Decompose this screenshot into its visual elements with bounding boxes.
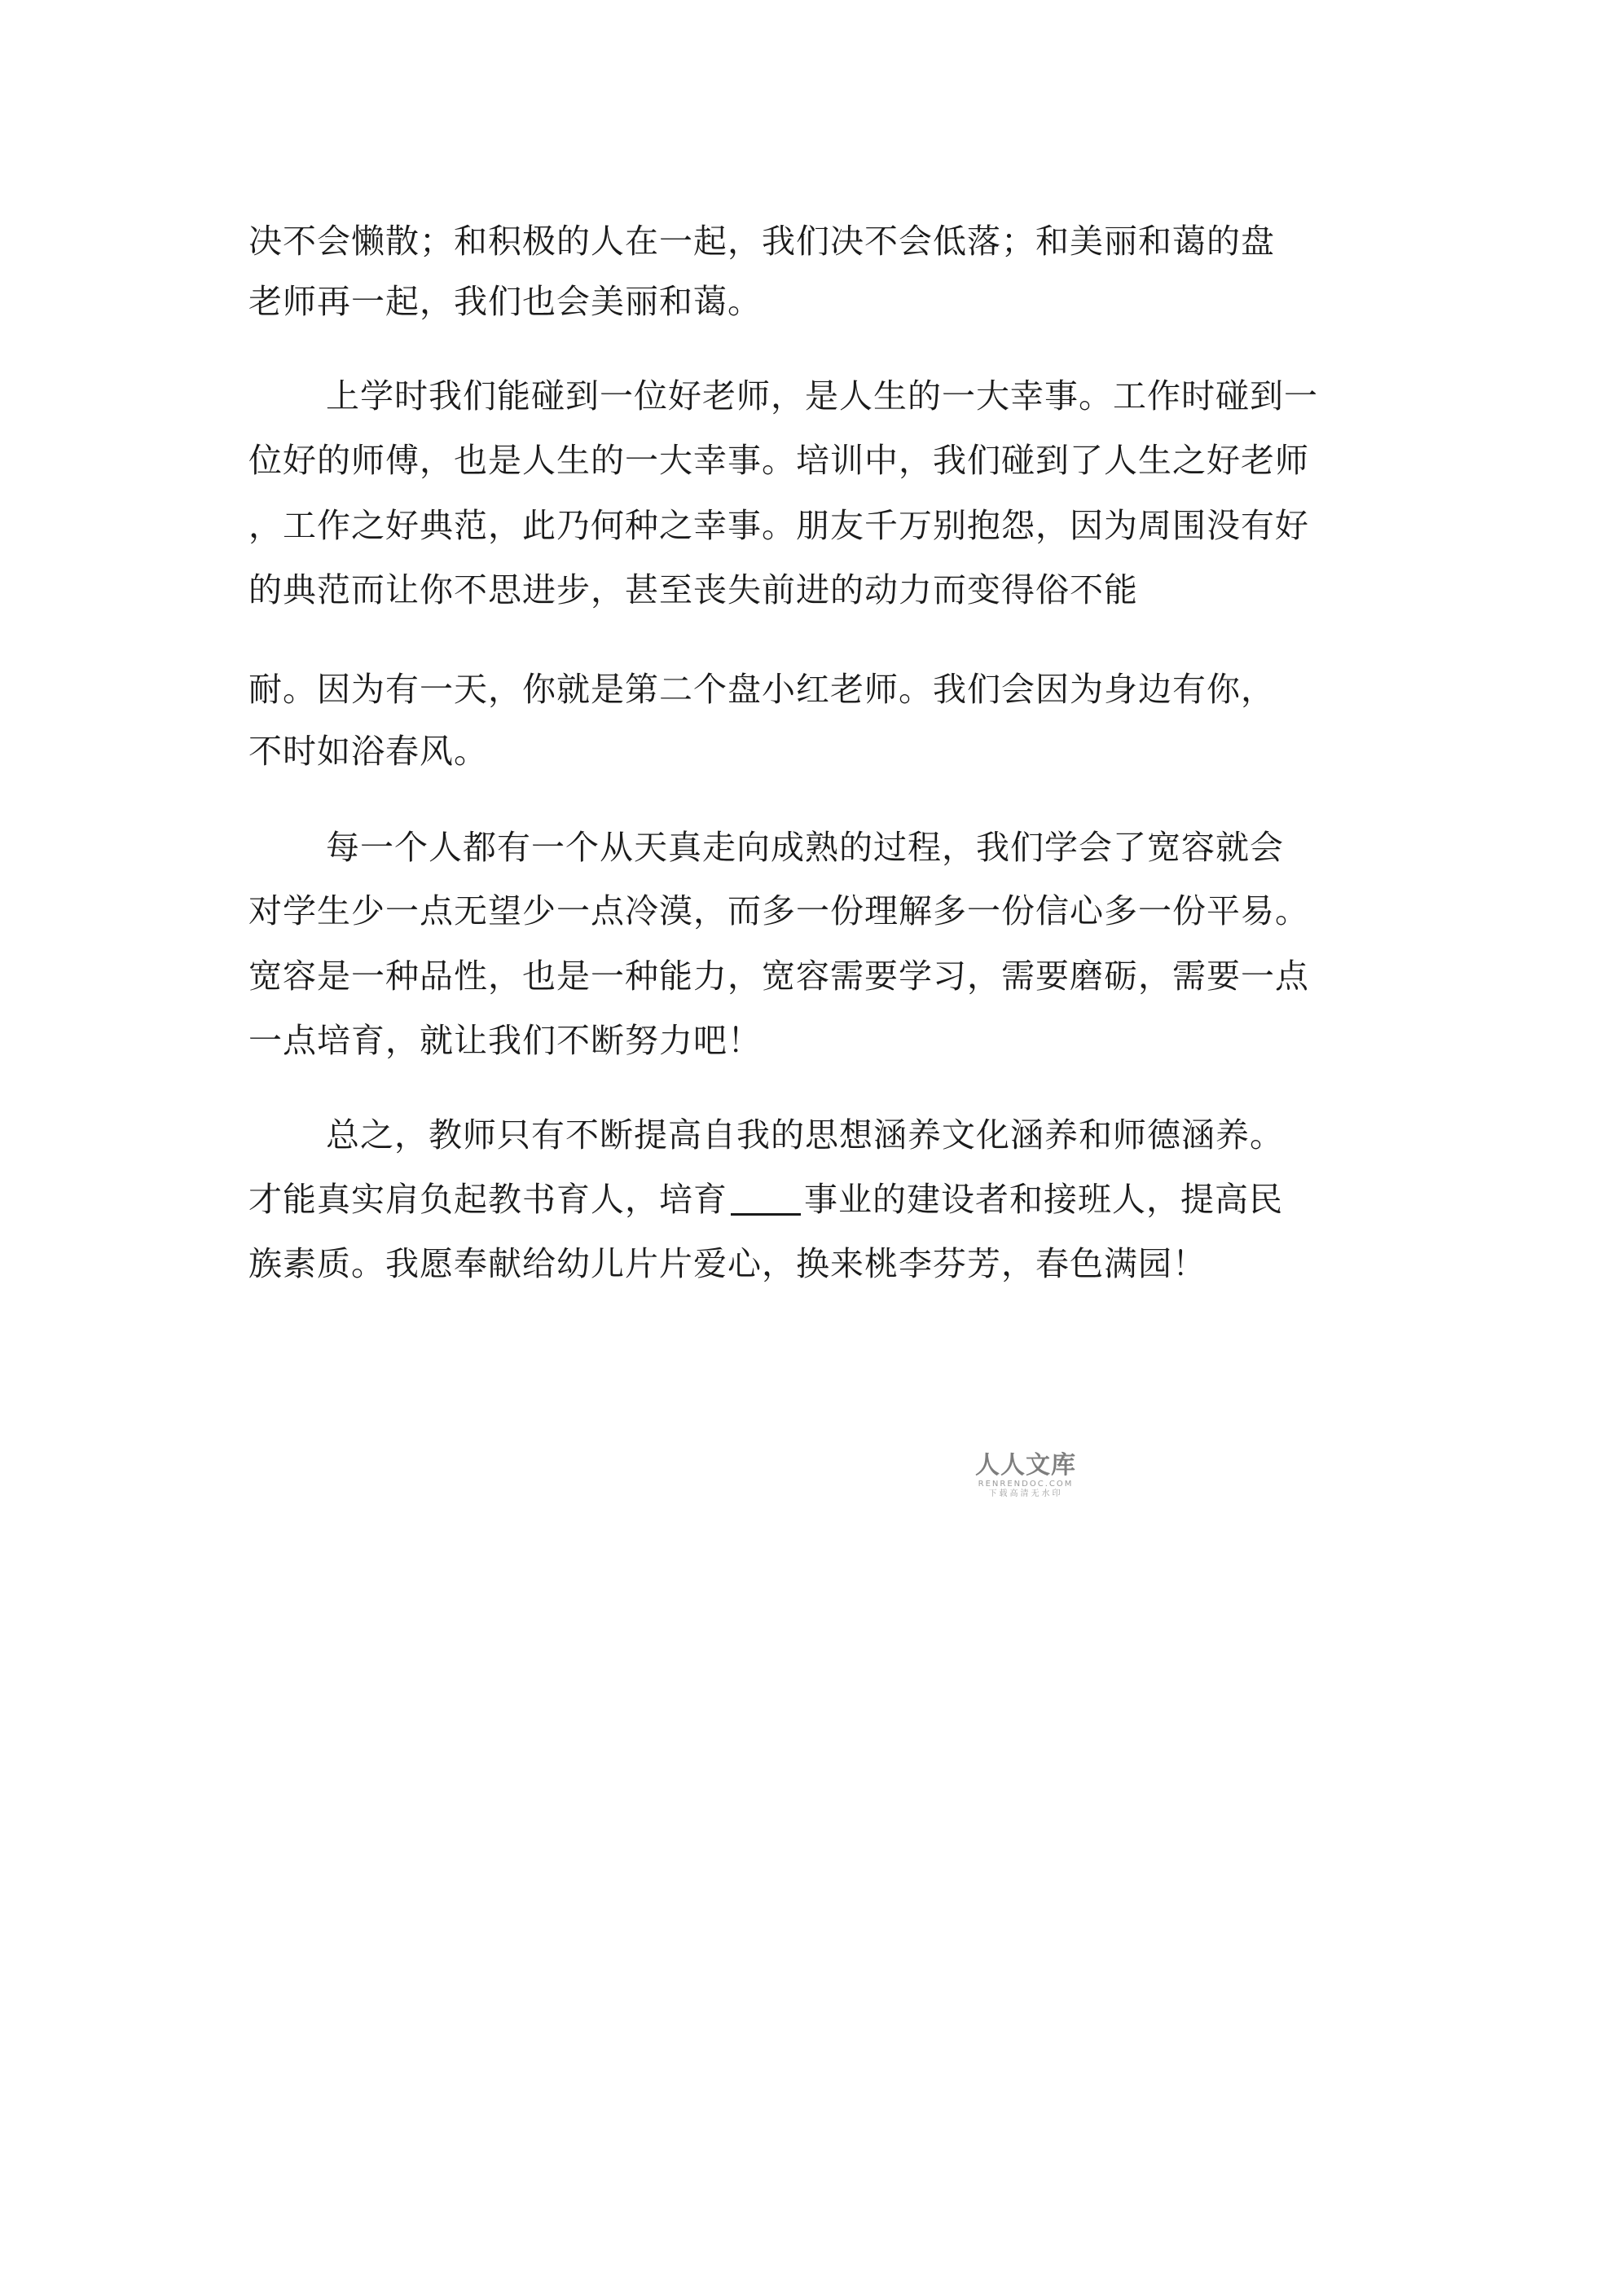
text-line: 位好的师傅，也是人生的一大幸事。培训中，我们碰到了人生之好老师: [248, 441, 1309, 480]
text-line: 耐。因为有一天，你就是第二个盘小红老师。我们会因为身边有你，: [248, 670, 1275, 709]
text-line: 决不会懒散；和积极的人在一起，我们决不会低落；和美丽和蔼的盘: [248, 222, 1275, 261]
watermark-subtitle: RENRENDOC.COM: [978, 1480, 1074, 1489]
fill-in-blank: [731, 1181, 801, 1216]
text-segment: 事业的建设者和接班人，提高民: [804, 1180, 1283, 1219]
watermark-tagline: 下载高清无水印: [988, 1489, 1063, 1498]
text-line: 不时如浴春风。: [248, 732, 488, 771]
text-line: 上学时我们能碰到一位好老师，是人生的一大幸事。工作时碰到一: [326, 376, 1318, 416]
text-line: 宽容是一种品性，也是一种能力，宽容需要学习，需要磨砺，需要一点: [248, 957, 1309, 996]
watermark-logo: [965, 1452, 1087, 1499]
text-line: 老师再一起，我们也会美丽和蔼。: [248, 282, 762, 321]
text-segment: 才能真实肩负起教书育人，培育: [248, 1180, 727, 1219]
text-line: 总之，教师只有不断提高自我的思想涵养文化涵养和师德涵养。: [326, 1115, 1284, 1155]
text-line: ，工作之好典范，此乃何种之幸事。朋友千万别抱怨，因为周围没有好: [248, 506, 1309, 545]
text-line-with-blank: [248, 1177, 1283, 1222]
text-line: 的典范而让你不思进步，甚至丧失前进的动力而变得俗不能: [248, 570, 1138, 609]
text-line: 族素质。我愿奉献给幼儿片片爱心，换来桃李芬芳，春色满园！: [248, 1244, 1207, 1283]
text-line: 一点培育，就让我们不断努力吧！: [248, 1021, 762, 1060]
watermark-title: 人人文库: [975, 1451, 1076, 1480]
text-line: 对学生少一点无望少一点冷漠，而多一份理解多一份信心多一份平易。: [248, 891, 1309, 930]
text-line: 每一个人都有一个从天真走向成熟的过程，我们学会了宽容就会: [326, 828, 1284, 867]
